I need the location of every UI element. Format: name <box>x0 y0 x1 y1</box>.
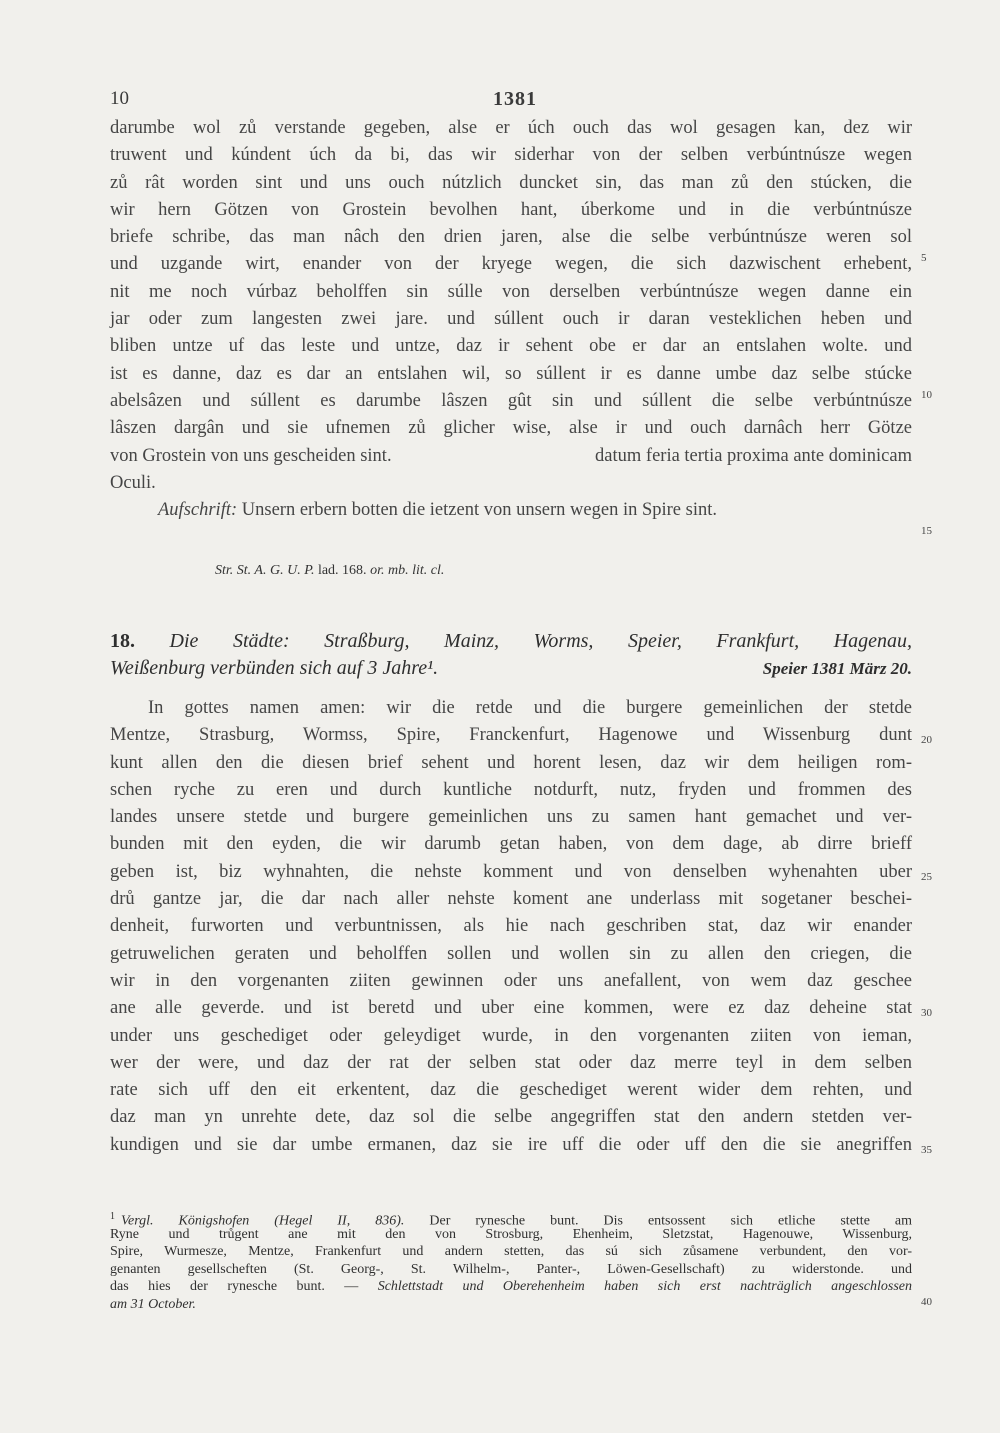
text-line: und uzgande wirt, enander von der kryege wegen, die sich dazwischent erhebent, <box>110 254 912 275</box>
line-number: 20 <box>921 734 932 746</box>
text-line: drů gantze jar, die dar nach aller nehste koment ane underlass mit sogetaner beschei- <box>110 889 912 910</box>
line-number: 30 <box>921 1007 932 1019</box>
page-header <box>110 88 920 112</box>
text-line: jar oder zum langesten zwei jare. und súllent ouch ir daran vesteklichen heben und <box>110 309 912 330</box>
footnote-line: Ryne und trůgent ane mit den von Strosburg, Ehenheim, Sletzstat, Hagenouwe, Wissenburg, <box>110 1226 912 1242</box>
footnote-text: das hies der rynesche bunt. — <box>110 1279 359 1295</box>
text-line: briefe schribe, das man nâch den drien jaren, alse die selbe verbúntnúsze weren sol <box>110 227 912 248</box>
footnote-mark: 1 <box>110 1211 115 1222</box>
footnote-reference: Vergl. Königshofen (Hegel II, 836). <box>121 1213 405 1229</box>
text-line: denheit, furworten und verbuntnissen, als hie nach geschriben stat, daz wir enander <box>110 916 912 937</box>
text-line: nit me noch vúrbaz beholffen sin súlle von derselben verbúntnúsze wegen danne ein <box>110 281 912 302</box>
aufschrift-text: Unsern erbern botten die ietzent von unsern wegen in Spire sint. <box>241 500 717 521</box>
text-line: landes unsere stetde und burgere gemeinlichen uns zu samen hant gemachet und ver- <box>110 807 912 828</box>
datum-line <box>110 443 912 470</box>
footnote-italic-text: Schlettstadt und Oberehenheim haben sich erst nachträglich angeschlossen <box>377 1279 913 1295</box>
heading-text: Die Städte: Straßburg, Mainz, Worms, Speier, Frankfurt, Hagenau, <box>169 630 913 652</box>
charter-text <box>110 695 912 1159</box>
heading-text: Weißenburg verbünden sich auf 3 Jahre¹. <box>110 657 439 679</box>
datum-left: von Grostein von uns gescheiden sint. <box>110 445 392 466</box>
line-number: 35 <box>921 1144 932 1156</box>
line-number: 40 <box>921 1296 932 1308</box>
line-number: 5 <box>921 252 927 264</box>
datum-right: datum feria tertia proxima ante dominicam <box>595 445 912 466</box>
text-line: lâszen dargân und sie ufnemen zů glicher wise, alse ir und ouch darnâch herr Götze <box>110 418 912 439</box>
source-suffix: or. mb. lit. cl. <box>370 563 445 578</box>
text-line: under uns geschediget oder geleydiget wurde, in den vorgenanten ziiten von ieman, <box>110 1025 912 1046</box>
text-line: rate sich uff den eit erkentent, daz die geschediget werent wider dem rehten, und <box>110 1080 912 1101</box>
text-line: daz man yn unrehte dete, daz sol die selbe angegriffen stat den andern stetden ver- <box>110 1107 912 1128</box>
text-line: ist es danne, daz es dar an entslahen wil, so súllent ir es danne umbe daz selbe stúcke <box>110 363 912 384</box>
heading-line <box>110 655 912 682</box>
aufschrift-label: Aufschrift: <box>158 500 238 521</box>
text-line: kunt allen den die diesen brief sehent und horent lesen, daz wir dem heiligen rom- <box>110 752 912 773</box>
document-number: 18. <box>110 630 135 652</box>
text-line: geben ist, biz wyhnahten, die nehste komment und von denselben wyhenahten uber <box>110 861 912 882</box>
text-line: Mentze, Strasburg, Wormss, Spire, Franckenfurt, Hagenowe und Wissenburg dunt <box>110 725 912 746</box>
letter-text <box>110 115 912 524</box>
footnote-line: am 31 October. <box>110 1296 196 1312</box>
text-line: truwent und kúndent úch da bi, das wir siderhar von der selben verbúntnúsze wegen <box>110 145 912 166</box>
text-line <box>110 695 912 722</box>
source-prefix: Str. St. A. G. U. P. <box>215 563 315 578</box>
footnote-text: Der rynesche bunt. Dis entsossent sich etliche stette am <box>429 1213 913 1229</box>
document-date: Speier 1381 März 20. <box>762 659 912 678</box>
text-line: wer der were, und daz der rat der selben stat oder daz merre teyl in dem selben <box>110 1052 912 1073</box>
text-line: zů rât worden sint und uns ouch nútzlich duncket sin, das man zů den stúcken, die <box>110 172 912 193</box>
text-line: bunden mit den eyden, die wir darumb getan haben, von dem dage, ab dirre brieff <box>110 834 912 855</box>
line-number: 25 <box>921 871 932 883</box>
text-line: Oculi. <box>110 472 156 493</box>
text-line: schen ryche zu eren und durch kuntliche notdurft, nutz, fryden und frommen des <box>110 779 912 800</box>
footnote-line: Spire, Wurmesze, Mentze, Frankenfurt und andern stetten, das sú sich zůsamene verbundent, den vor- <box>110 1244 912 1260</box>
footnote-line: genanten gesellscheften (St. Georg-, St. Wilhelm-, Panter-, Löwen-Gesellschaft) zu widerstonde. und <box>110 1261 912 1277</box>
text-line: wir in den vorgenanten ziiten gewinnen oder uns anefallent, von wem daz geschee <box>110 970 912 991</box>
text-line: darumbe wol zů verstande gegeben, alse er úch ouch das wol gesagen kan, dez wir <box>110 118 912 138</box>
line-number: 10 <box>921 389 932 401</box>
running-year: 1381 <box>493 88 537 110</box>
aufschrift-line <box>110 497 912 524</box>
text-line: abelsâzen und súllent es darumbe lâszen gût sin und súllent die selbe verbúntnúsze <box>110 390 912 411</box>
text-line: wir hern Götzen von Grostein bevolhen hant, úberkome und in die verbúntnúsze <box>110 199 912 220</box>
source-citation <box>215 563 444 579</box>
text-line: bliben untze uf das leste und untze, daz ir sehent obe er dar an entslahen wolte. und <box>110 336 912 357</box>
line-number: 15 <box>921 525 932 537</box>
footnote <box>110 1208 912 1314</box>
text-line: ane alle geverde. und ist beretd und uber eine kommen, were ez daz deheine stat <box>110 998 912 1019</box>
source-mid: lad. 168. <box>317 563 367 578</box>
text-line: getruwelichen geraten und beholffen sollen und wollen sin zu allen den criegen, die <box>110 943 912 964</box>
page-number: 10 <box>110 88 129 109</box>
text-line: kundigen und sie dar umbe ermanen, daz sie ire uff die oder uff den die sie anegriffen <box>110 1134 912 1155</box>
document-heading <box>110 628 912 682</box>
footnote-line <box>110 1208 913 1229</box>
heading-line <box>110 628 912 655</box>
footnote-line <box>110 1278 912 1296</box>
text-line-content: In gottes namen amen: wir die retde und die burgere gemeinlichen der stetde <box>148 698 912 718</box>
